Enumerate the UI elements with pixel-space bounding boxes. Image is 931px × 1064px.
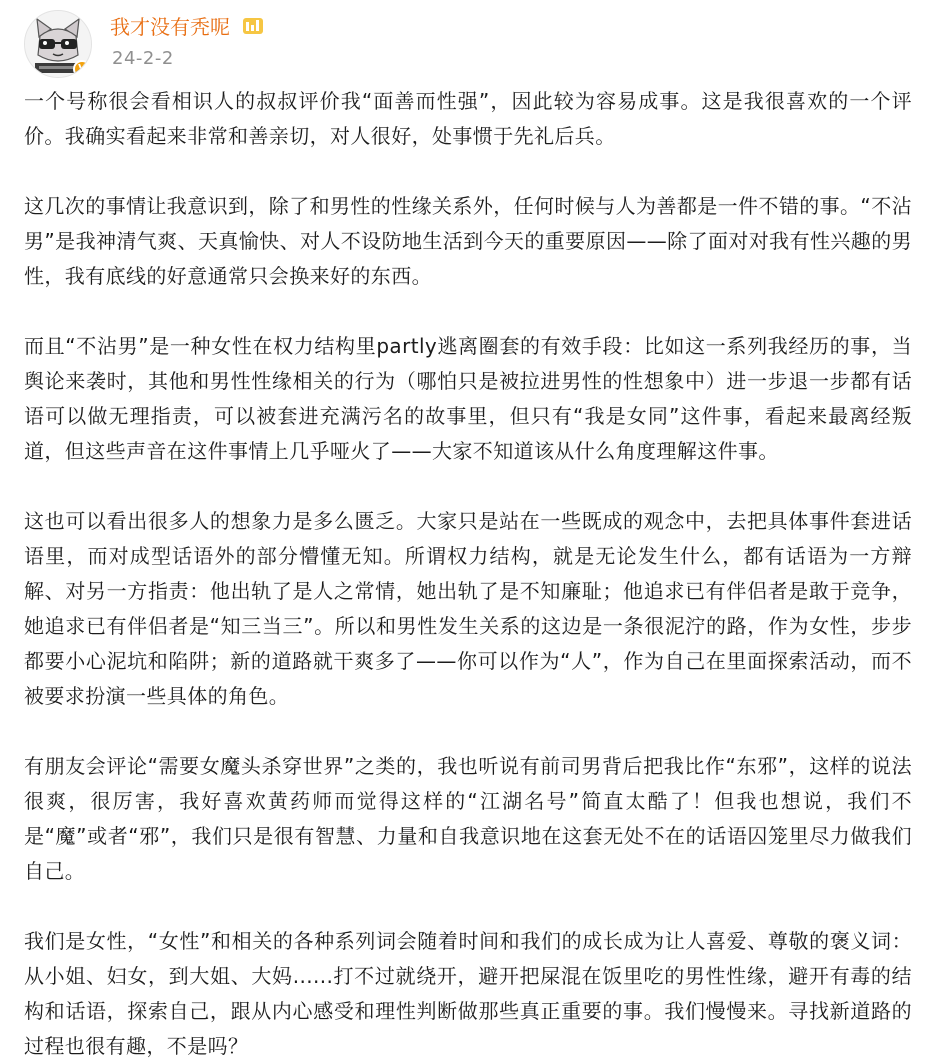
verified-badge-icon: V [73,60,91,78]
post-body [24,84,912,1064]
post-header [24,8,904,78]
avatar[interactable] [24,10,92,78]
post-paragraph: 我们是女性，“女性”和相关的各种系列词会随着时间和我们的成长成为让人喜爱、尊敬的褒义词：从小姐、妇女，到大姐、大妈......打不过就绕开，避开把屎混在饭里吃的男性性缘，避开有毒的结构和话语，探索自己，跟从内心感受和理性判断做那些真正重要的事。我们慢慢来。寻找新道路的过程也很有趣，不是吗？ [24,929,912,1058]
post-paragraph: 这也可以看出很多人的想象力是多么匮乏。大家只是站在一些既成的观念中，去把具体事件套进话语里，而对成型话语外的部分懵懂无知。所谓权力结构，就是无论发生什么，都有话语为一方辩解、对另一方指责：他出轨了是人之常情，她出轨了是不知廉耻；他追求已有伴侣者是敢于竞争，她追求已有伴侣者是“知三当三”。所以和男性发生关系的这边是一条很泥泞的路，作为女性，步步都要小心泥坑和陷阱；新的道路就干爽多了——你可以作为“人”，作为自己在里面探索活动，而不被要求扮演一些具体的角色。 [24,509,912,708]
post-paragraph: 而且“不沾男”是一种女性在权力结构里partly逃离圈套的有效手段：比如这一系列我经历的事，当舆论来袭时，其他和男性性缘相关的行为（哪怕只是被拉进男性的性想象中）进一步退一步都有话语可以做无理指责，可以被套进充满污名的故事里，但只有“我是女同”这件事，看起来最离经叛道，但这些声音在这件事情上几乎哑火了——大家不知道该从什么角度理解这件事。 [24,334,912,463]
level-badge-icon [242,16,264,42]
post-date: 24-2-2 [112,48,174,69]
post-paragraph: 这几次的事情让我意识到，除了和男性的性缘关系外，任何时候与人为善都是一件不错的事。“不沾男”是我神清气爽、天真愉快、对人不设防地生活到今天的重要原因——除了面对对我有性兴趣的男性，我有底线的好意通常只会换来好的东西。 [24,194,912,288]
author-name-link[interactable] [110,14,264,42]
author-name: 我才没有秃呢 [110,15,230,39]
post-paragraph: 有朋友会评论“需要女魔头杀穿世界”之类的，我也听说有前司男背后把我比作“东邪”，这样的说法很爽，很厉害，我好喜欢黄药师而觉得这样的“江湖名号”简直太酷了！但我也想说，我们不是“魔”或者“邪”，我们只是很有智慧、力量和自我意识地在这套无处不在的话语囚笼里尽力做我们自己。 [24,754,912,883]
post-paragraph: 一个号称很会看相识人的叔叔评价我“面善而性强”，因此较为容易成事。这是我很喜欢的一个评价。我确实看起来非常和善亲切，对人很好，处事惯于先礼后兵。 [24,89,912,148]
